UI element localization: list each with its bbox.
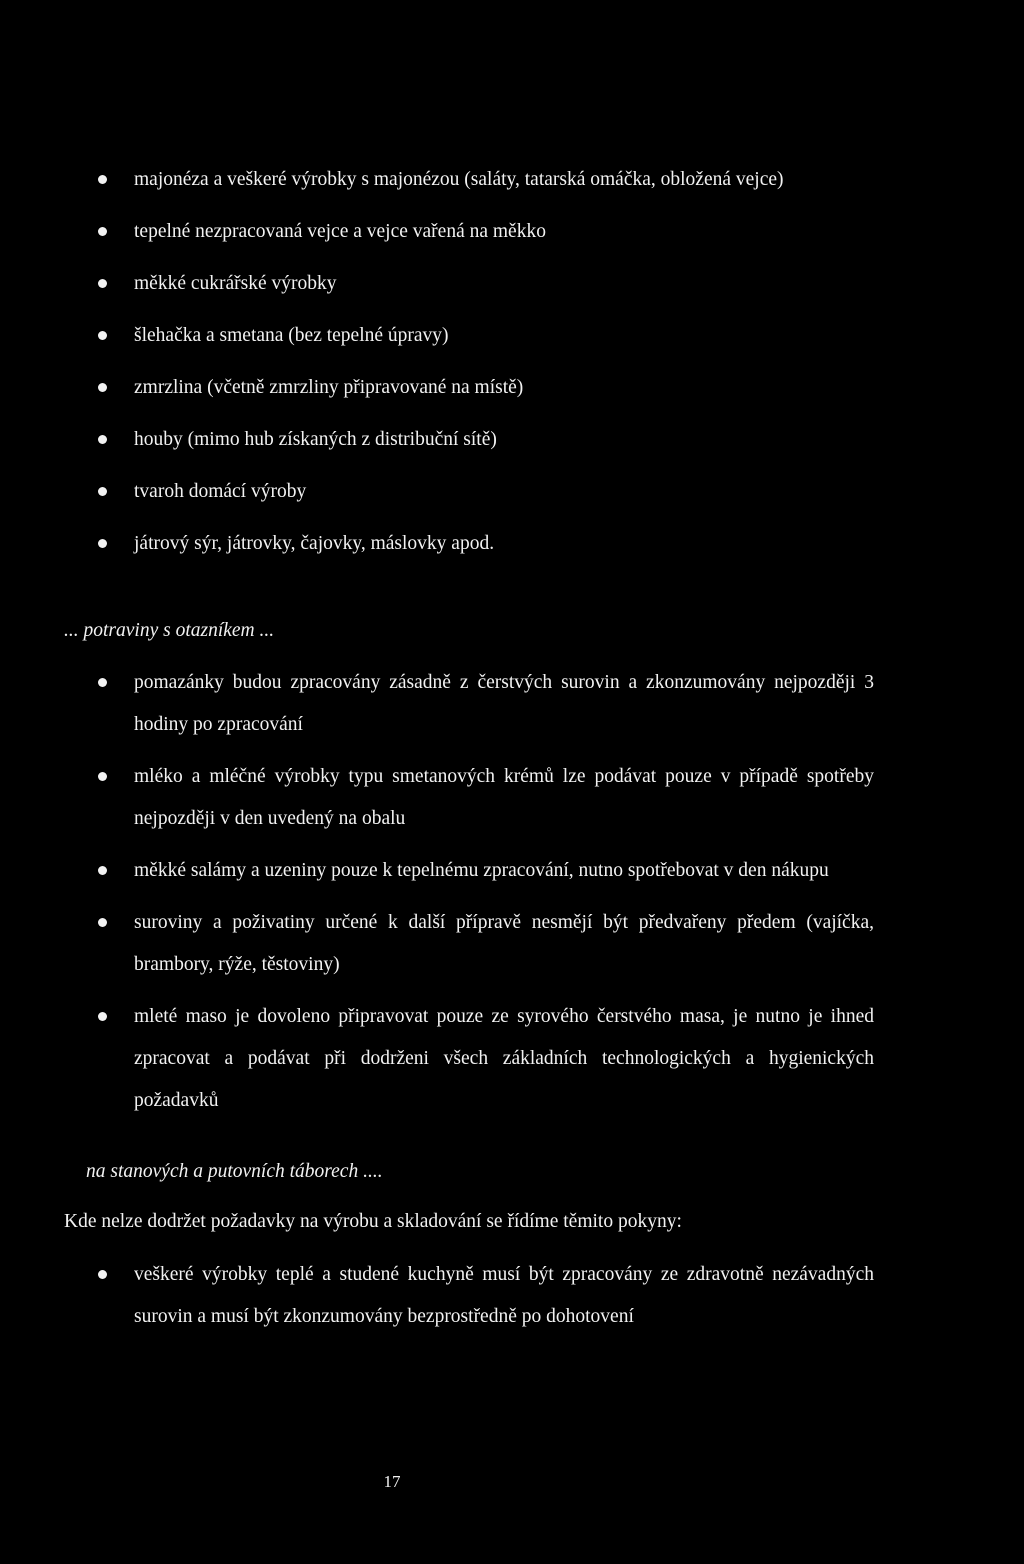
bullet-icon	[98, 383, 107, 392]
list-item-text: suroviny a poživatiny určené k další přípravě nesmějí být předvařeny předem (vajíčka, brambory, rýže, těstoviny)	[134, 912, 874, 975]
bullet-icon	[98, 279, 107, 288]
list-item	[0, 662, 1024, 746]
list-item-text: játrový sýr, játrovky, čajovky, máslovky apod.	[134, 533, 495, 554]
bullet-icon	[98, 678, 107, 687]
list-item-text: šlehačka a smetana (bez tepelné úpravy)	[134, 325, 449, 346]
list-item-text: tepelné nezpracovaná vejce a vejce vařená na měkko	[134, 221, 546, 242]
bullet-icon	[98, 539, 107, 548]
list-item	[0, 756, 1024, 840]
bullet-icon	[98, 772, 107, 781]
questionable-foods-list	[0, 662, 1024, 1132]
list-item-text: veškeré výrobky teplé a studené kuchyně musí být zpracovány ze zdravotně nezávadných surovin a musí být zkonzumovány bezprostředně po dohotovení	[134, 1264, 874, 1327]
bullet-icon	[98, 1270, 107, 1279]
list-item-text: mléko a mléčné výrobky typu smetanových krémů lze podávat pouze v případě spotřeby nejpozději v den uvedený na obalu	[134, 766, 874, 829]
section-heading-camps: na stanových a putovních táborech ....	[86, 1161, 383, 1182]
list-item	[0, 523, 1024, 565]
intro-paragraph: Kde nelze dodržet požadavky na výrobu a skladování se řídíme těmito pokyny:	[64, 1211, 682, 1232]
list-item	[0, 996, 1024, 1122]
bullet-icon	[98, 175, 107, 184]
bullet-icon	[98, 866, 107, 875]
list-item-text: tvaroh domácí výroby	[134, 481, 307, 502]
list-item	[0, 159, 1024, 201]
list-item	[0, 367, 1024, 409]
list-item-text: zmrzlina (včetně zmrzliny připravované na místě)	[134, 377, 524, 398]
list-item	[0, 902, 1024, 986]
page-number: 17	[383, 1472, 401, 1491]
bullet-icon	[98, 1012, 107, 1021]
list-item	[0, 315, 1024, 357]
bullet-icon	[98, 435, 107, 444]
list-item	[0, 850, 1024, 892]
bullet-icon	[98, 487, 107, 496]
section-heading-questionable-foods: ... potraviny s otazníkem ...	[64, 620, 275, 641]
list-item-text: pomazánky budou zpracovány zásadně z čerstvých surovin a zkonzumovány nejpozději 3 hodiny po zpracování	[134, 672, 874, 735]
list-item-text: měkké cukrářské výrobky	[134, 273, 337, 294]
list-item	[0, 211, 1024, 253]
risky-foods-list	[0, 159, 1024, 575]
bullet-icon	[98, 918, 107, 927]
bullet-icon	[98, 227, 107, 236]
list-item-text: mleté maso je dovoleno připravovat pouze ze syrového čerstvého masa, je nutno je ihned zpracovat a podávat při dodrženi všech základních technologických a hygienických požadavků	[134, 1006, 874, 1111]
list-item-text: houby (mimo hub získaných z distribuční sítě)	[134, 429, 497, 450]
list-item	[0, 419, 1024, 461]
list-item	[0, 263, 1024, 305]
list-item-text: měkké salámy a uzeniny pouze k tepelnému zpracování, nutno spotřebovat v den nákupu	[134, 860, 829, 881]
list-item	[0, 1254, 1024, 1338]
list-item-text: majonéza a veškeré výrobky s majonézou (saláty, tatarská omáčka, obložená vejce)	[134, 169, 784, 190]
camp-instructions-list	[0, 1254, 1024, 1338]
bullet-icon	[98, 331, 107, 340]
list-item	[0, 471, 1024, 513]
